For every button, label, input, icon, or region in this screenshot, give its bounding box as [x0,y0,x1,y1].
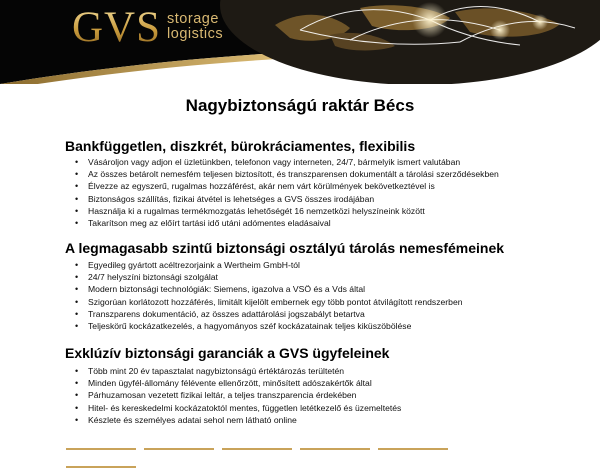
page-title: Nagybiztonságú raktár Bécs [185,96,415,115]
footer-divider [66,437,533,438]
logo-wordmark: GVS [72,4,162,51]
list-item: • Hitel- és kereskedelmi kockázatoktól mentes, független letétkezelő és üzemeltetés [72,402,401,414]
section-heading-highest-security: A legmagasabb szintű biztonsági osztályú tárolás nemesfémeinek [65,240,505,256]
section-list-bank-independent [72,156,499,229]
list-item: • Szigorúan korlátozott hozzáférés, limitált kijelölt embernek egy több pontot átvilágított rendszerben [72,296,463,308]
list-item: • Élvezze az egyszerű, rugalmas hozzáférést, akár nem várt körülmények bekövetkeztével is [72,180,499,192]
list-item: • Transzparens dokumentáció, az összes adattárolási jogszabályt betartva [72,308,463,320]
logo-tagline [167,12,223,42]
list-item: • Minden ügyfél-állomány félévente ellenőrzött, minősített adószakértők által [72,377,401,389]
list-item: • Több mint 20 év tapasztalat nagybiztonságú értéktározás terültetén [72,365,401,377]
list-item: • 24/7 helyszíni biztonsági szolgálat [72,271,463,283]
logo-tagline-line1: storage [167,11,219,27]
list-item: • Használja ki a rugalmas termékmozgatás lehetőségét 16 nemzetközi helyszíneink között [72,205,499,217]
list-item: • Biztonságos szállítás, fizikai átvétel is lehetséges a GVS összes irodájában [72,193,499,205]
list-item: • Vásároljon vagy adjon el üzletünkben, telefonon vagy interneten, 24/7, bármelyik ismert valutában [72,156,499,168]
section-list-highest-security [72,259,463,332]
section-list-exclusive-guarantees [72,365,401,426]
list-item: • Párhuzamosan vezetett fizikai leltár, a teljes transzparencia érdekében [72,389,401,401]
list-item: • Az összes betárolt nemesfém teljesen biztosított, és transzparensen dokumentált a tárolási szerződésekben [72,168,499,180]
header-banner [0,0,600,84]
list-item: • Készlete és személyes adatai sehol nem látható online [72,414,401,426]
gvs-logo [72,6,223,50]
section-heading-bank-independent: Bankfüggetlen, diszkrét, bürokráciamentes, flexibilis [65,138,416,154]
section-heading-exclusive-guarantees: Exklúzív biztonsági garanciák a GVS ügyfeleinek [65,345,390,361]
divider-segment [66,466,136,468]
list-item: • Modern biztonsági technológiák: Siemens, igazolva a VSÖ és a Vds által [72,283,463,295]
logo-tagline-line2: logistics [167,26,224,42]
list-item: • Teljeskörű kockázatkezelés, a hagyományos széf kockázatainak teljes kiküszöbölése [72,320,463,332]
globe-graphic [220,0,600,84]
list-item: • Takarítson meg az előírt tartási idő utáni adómentes eladásaival [72,217,499,229]
list-item: • Egyedileg gyártott acéltrezorjaink a Wertheim GmbH-tól [72,259,463,271]
